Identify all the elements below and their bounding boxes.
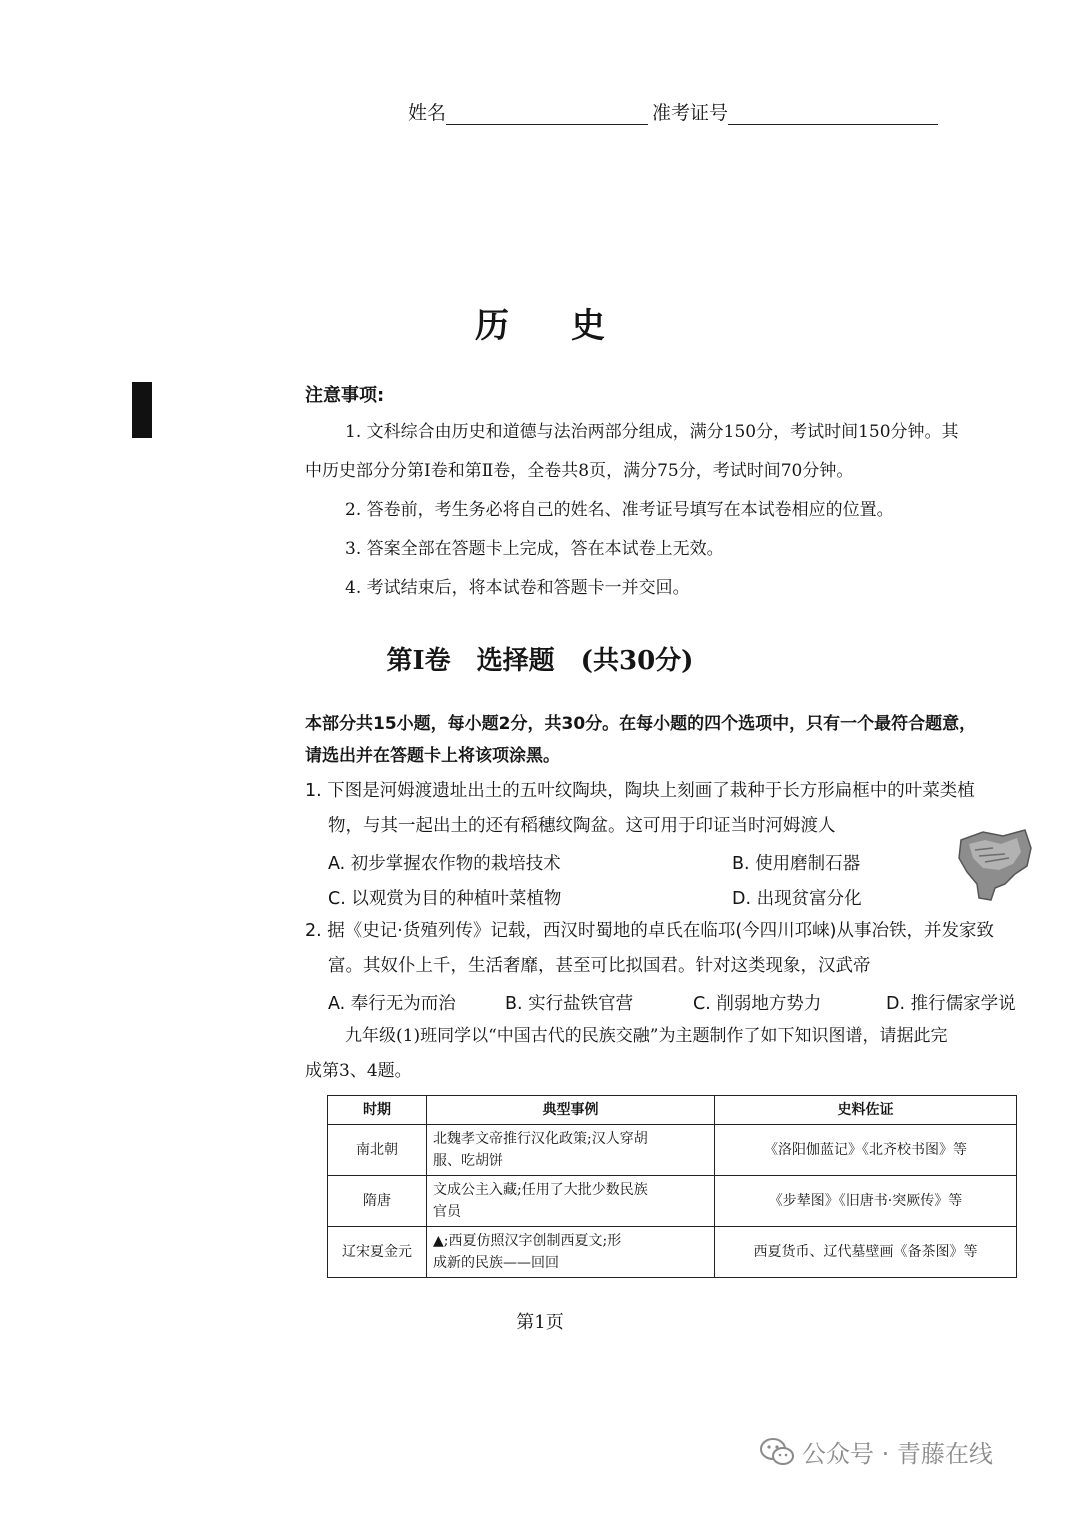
period-cell: 辽宋夏金元 bbox=[328, 1227, 427, 1278]
page-title: 历史 bbox=[475, 306, 667, 346]
id-blank[interactable] bbox=[728, 102, 938, 125]
table-header-cell: 时期 bbox=[328, 1096, 427, 1125]
table-row bbox=[328, 1176, 1017, 1227]
q34-intro-line-2: 成第3、4题。 bbox=[305, 1061, 412, 1081]
q1-stem-line-1: 1. 下图是河姆渡遗址出土的五叶纹陶块，陶块上刻画了栽种于长方形扁框中的叶菜类植 bbox=[305, 781, 975, 801]
example-line: 北魏孝文帝推行汉化政策;汉人穿胡 bbox=[433, 1131, 648, 1147]
q1-option-b[interactable]: B. 使用磨制石器 bbox=[732, 854, 861, 874]
example-line: 服、吃胡饼 bbox=[433, 1153, 503, 1169]
page-number: 第1页 bbox=[516, 1312, 564, 1333]
table-header-cell: 史料佐证 bbox=[715, 1096, 1017, 1125]
example-line: 文成公主入藏;任用了大批少数民族 bbox=[433, 1182, 648, 1198]
table-header-row bbox=[328, 1096, 1017, 1125]
q2-option-d[interactable]: D. 推行儒家学说 bbox=[886, 994, 1016, 1014]
exam-header bbox=[408, 98, 938, 125]
q1-stem-line-2: 物，与其一起出土的还有稻穗纹陶盆。这可用于印证当时河姆渡人 bbox=[328, 816, 836, 836]
notice-item-1-line-2: 中历史部分分第Ⅰ卷和第Ⅱ卷，全卷共8页，满分75分，考试时间70分钟。 bbox=[305, 461, 854, 481]
q2-option-b[interactable]: B. 实行盐铁官营 bbox=[505, 994, 634, 1014]
example-cell bbox=[427, 1176, 715, 1227]
section-intro-line-2: 请选出并在答题卡上将该项涂黑。 bbox=[305, 746, 560, 766]
knowledge-table bbox=[327, 1095, 1017, 1278]
q34-intro-line-1: 九年级(1)班同学以“中国古代的民族交融”为主题制作了如下知识图谱，请据此完 bbox=[345, 1026, 948, 1046]
period-cell: 隋唐 bbox=[328, 1176, 427, 1227]
q1-option-a[interactable]: A. 初步掌握农作物的栽培技术 bbox=[328, 854, 561, 874]
watermark bbox=[760, 1434, 993, 1469]
notice-item-2: 2. 答卷前，考生务必将自己的姓名、准考证号填写在本试卷相应的位置。 bbox=[345, 500, 894, 520]
notice-item-3: 3. 答案全部在答题卡上完成，答在本试卷上无效。 bbox=[345, 539, 724, 559]
q1-option-d[interactable]: D. 出现贫富分化 bbox=[732, 889, 862, 909]
notice-item-4: 4. 考试结束后，将本试卷和答题卡一并交回。 bbox=[345, 578, 690, 598]
source-cell: 《步辇图》《旧唐书·突厥传》等 bbox=[715, 1176, 1017, 1227]
notice-item-1-line-1: 1. 文科综合由历史和道德与法治两部分组成，满分150分，考试时间150分钟。其 bbox=[345, 422, 959, 442]
name-blank[interactable] bbox=[446, 102, 648, 125]
example-line: ▲;西夏仿照汉字创制西夏文;形 bbox=[433, 1233, 622, 1249]
wechat-icon bbox=[760, 1437, 794, 1467]
q2-option-a[interactable]: A. 奉行无为而治 bbox=[328, 994, 456, 1014]
q2-option-c[interactable]: C. 削弱地方势力 bbox=[693, 994, 822, 1014]
table-row bbox=[328, 1227, 1017, 1278]
example-line: 官员 bbox=[433, 1204, 461, 1220]
q2-stem-line-1: 2. 据《史记·货殖列传》记载，西汉时蜀地的卓氏在临邛(今四川邛崃)从事冶铁，并发家致 bbox=[305, 921, 994, 941]
name-label: 姓名 bbox=[408, 102, 447, 124]
example-cell bbox=[427, 1125, 715, 1176]
source-cell: 《洛阳伽蓝记》《北齐校书图》等 bbox=[715, 1125, 1017, 1176]
margin-mark bbox=[132, 382, 152, 438]
period-cell: 南北朝 bbox=[328, 1125, 427, 1176]
table-row bbox=[328, 1125, 1017, 1176]
table-header-cell: 典型事例 bbox=[427, 1096, 715, 1125]
q2-stem-line-2: 富。其奴仆上千，生活奢靡，甚至可比拟国君。针对这类现象，汉武帝 bbox=[328, 956, 871, 976]
source-cell: 西夏货币、辽代墓壁画《备茶图》等 bbox=[715, 1227, 1017, 1278]
notice-heading: 注意事项: bbox=[305, 385, 385, 406]
q1-option-c[interactable]: C. 以观赏为目的种植叶菜植物 bbox=[328, 889, 562, 909]
example-cell bbox=[427, 1227, 715, 1278]
section-title: 第Ⅰ卷 选择题 (共30分) bbox=[386, 646, 694, 676]
section-intro-line-1: 本部分共15小题，每小题2分，共30分。在每小题的四个选项中，只有一个最符合题意， bbox=[305, 714, 977, 734]
pottery-shard-image bbox=[955, 826, 1035, 906]
example-line: 成新的民族——回回 bbox=[433, 1255, 559, 1271]
id-label: 准考证号 bbox=[652, 102, 729, 124]
watermark-text: 公众号 · 青藤在线 bbox=[802, 1440, 993, 1468]
